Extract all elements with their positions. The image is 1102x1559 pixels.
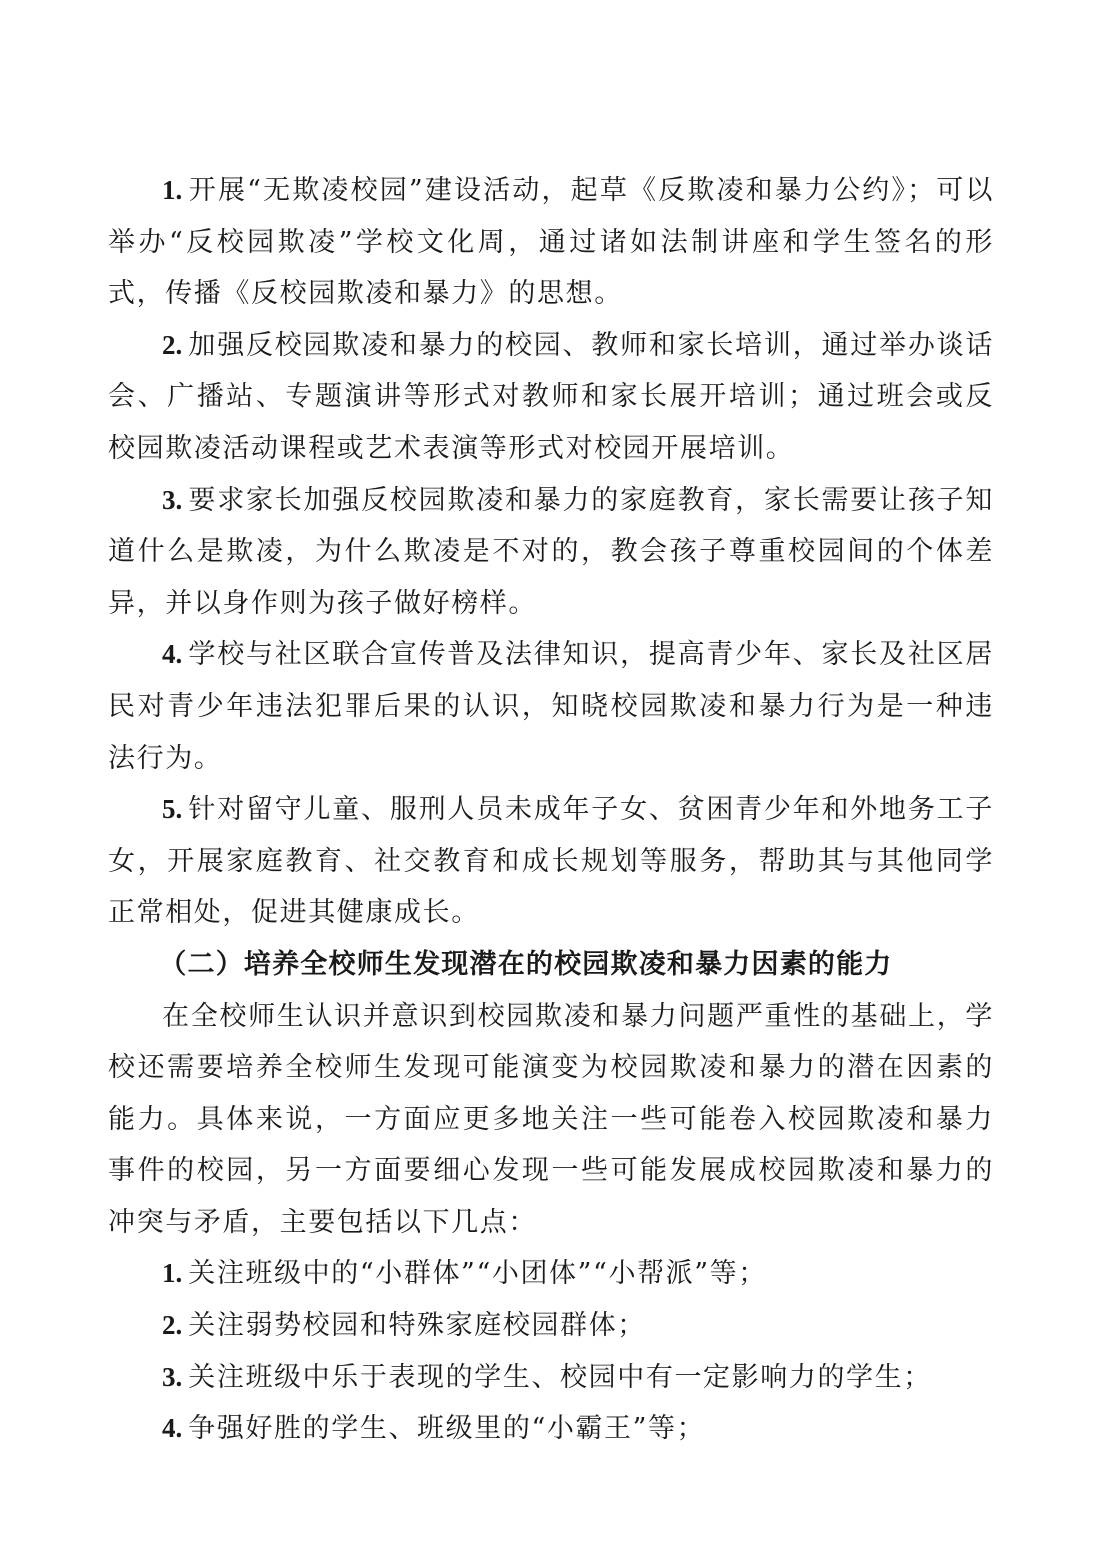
list-item-4 (108, 1403, 994, 1455)
document-body (108, 165, 994, 1455)
paragraph-text: 学校与社区联合宣传普及法律知识，提高青少年、家长及社区居民对青少年违法犯罪后果的认识，知晓校园欺凌和暴力行为是一种违法行为。 (108, 639, 994, 774)
paragraph-1 (108, 165, 994, 320)
list-item-number: 4. (162, 1413, 183, 1444)
section-heading: （二）培养全校师生发现潜在的校园欺凌和暴力因素的能力 (159, 948, 893, 980)
paragraph-number: 5. (162, 794, 183, 825)
list-item-number: 3. (162, 1361, 183, 1392)
list-item-text: 关注弱势校园和特殊家庭校园群体； (188, 1310, 646, 1342)
paragraph-text: 加强反校园欺凌和暴力的校园、教师和家长培训，通过举办谈话会、广播站、专题演讲等形式对教师和家长展开培训；通过班会或反校园欺凌活动课程或艺术表演等形式对校园开展培训。 (108, 329, 994, 464)
paragraph-text: 要求家长加强反校园欺凌和暴力的家庭教育，家长需要让孩子知道什么是欺凌，为什么欺凌是不对的，教会孩子尊重校园间的个体差异，并以身作则为孩子做好榜样。 (108, 484, 994, 619)
paragraph-5 (108, 784, 994, 939)
paragraph-number: 3. (162, 484, 183, 515)
list-item-text: 关注班级中乐于表现的学生、校园中有一定影响力的学生； (188, 1361, 932, 1393)
paragraph-3 (108, 475, 994, 630)
list-item-2 (108, 1300, 994, 1352)
paragraph-text: 针对留守儿童、服刑人员未成年子女、贫困青少年和外地务工子女，开展家庭教育、社交教育和成长规划等服务，帮助其与其他同学正常相处，促进其健康成长。 (108, 794, 994, 929)
paragraph-number: 1. (162, 175, 183, 205)
list-item-1 (108, 1248, 994, 1300)
list-item-3 (108, 1352, 994, 1404)
paragraph-number: 2. (162, 329, 183, 360)
paragraph-text: 开展“无欺凌校园”建设活动，起草《反欺凌和暴力公约》；可以举办“反校园欺凌”学校文化周，通过诸如法制讲座和学生签名的形式，传播《反校园欺凌和暴力》的思想。 (108, 175, 994, 310)
paragraph-4 (108, 629, 994, 784)
list-item-text: 关注班级中的“小群体”“小团体”“小帮派”等； (188, 1258, 767, 1290)
section-body-paragraph: 在全校师生认识并意识到校园欺凌和暴力问题严重性的基础上，学校还需要培养全校师生发现可能演变为校园欺凌和暴力的潜在因素的能力。具体来说，一方面应更多地关注一些可能卷入校园欺凌和暴力事件的校园，另一方面要细心发现一些可能发展成校园欺凌和暴力的冲突与矛盾，主要包括以下几点： (108, 1000, 994, 1238)
list-item-number: 2. (162, 1310, 183, 1341)
paragraph-number: 4. (162, 639, 183, 670)
list-item-number: 1. (162, 1258, 183, 1289)
list-item-text: 争强好胜的学生、班级里的“小霸王”等； (188, 1413, 706, 1445)
paragraph-2 (108, 320, 994, 475)
